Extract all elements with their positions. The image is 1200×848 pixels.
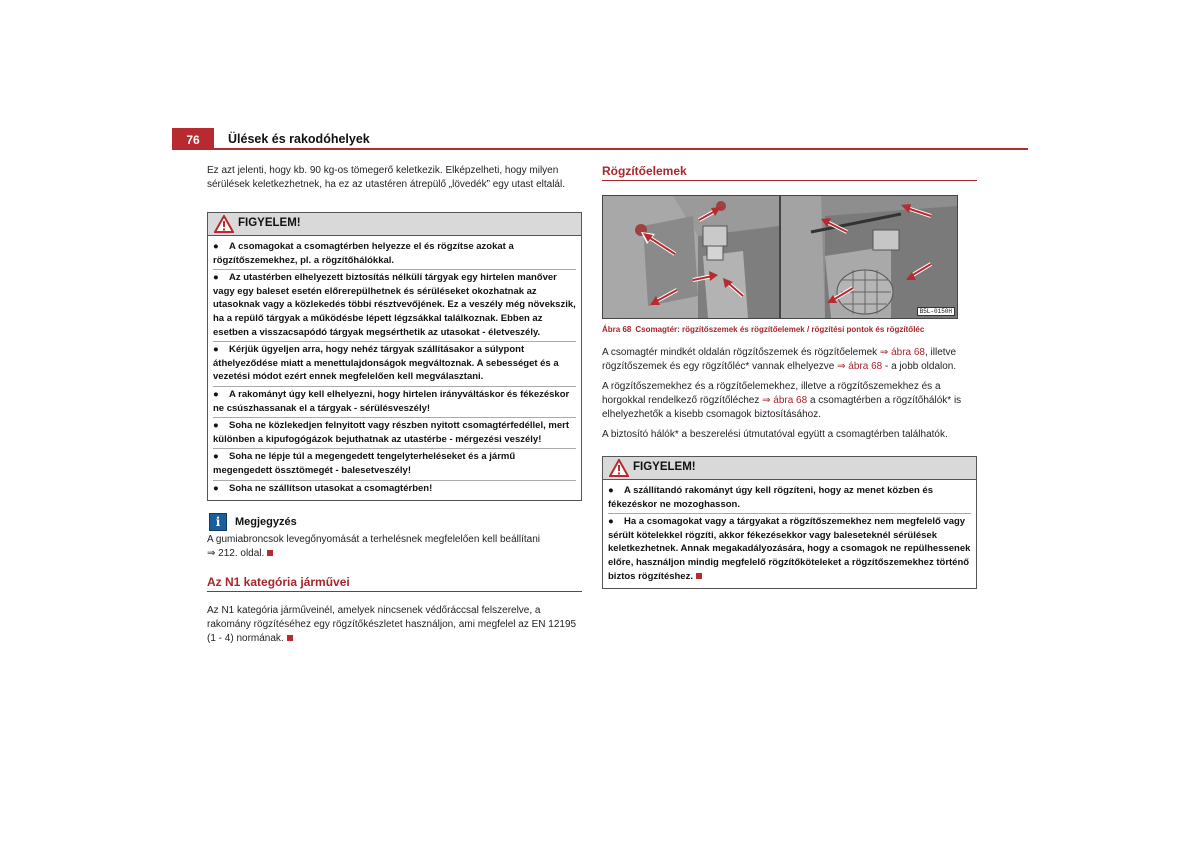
- figure-reference-link[interactable]: ⇒ ábra 68: [837, 361, 883, 372]
- note-text: A gumiabroncsok levegőnyomását a terhelésnek megfelelően kell beállítani ⇒ 212. oldal.: [207, 534, 540, 560]
- warning-item: ● Soha ne szállítson utasokat a csomagtérben!: [213, 482, 433, 494]
- page-number: 76: [172, 128, 214, 150]
- page-title: Ülések és rakodóhelyek: [228, 132, 370, 146]
- note-header: [207, 513, 582, 533]
- figure-caption-text: Csomagtér: rögzítőszemek és rögzítőelemek / rögzítési pontok és rögzítőléc: [635, 325, 925, 334]
- info-icon: i: [209, 513, 227, 531]
- fastening-paragraph-1: A csomagtér mindkét oldalán rögzítőszemek és rögzítőelemek ⇒ ábra 68, illetve rögzítőszemek és egy rögzítőléc* vannak elhelyezve ⇒ ábra 68 - a jobb oldalon.: [602, 347, 957, 372]
- figure-reference-link[interactable]: ⇒ ábra 68: [762, 395, 808, 406]
- end-mark: [287, 635, 293, 641]
- warning-list: [208, 236, 581, 500]
- warning-item: ● A csomagokat a csomagtérben helyezze el és rögzítse azokat a rögzítőszemekhez, pl. a rögzítőhálókkal.: [213, 239, 576, 270]
- figure-caption: [602, 325, 977, 334]
- right-column: [602, 164, 977, 589]
- figure-code: B5L-0150H: [917, 307, 955, 316]
- trunk-photo-left: [602, 195, 780, 319]
- figure-label: Ábra 68: [602, 325, 632, 334]
- warning-triangle-icon: [214, 215, 234, 233]
- left-column: [207, 164, 582, 646]
- warning-item: ● Az utastérben elhelyezett biztosítás nélküli tárgyak egy hirtelen manőver vagy egy baleset esetén előrerepülhetnek és sérüléseket okozhatnak az utasoknak vagy a közlekedés többi résztvevőjének. Ez a veszély még növekszik, ha a repülő tárgyak a működésbe lépett légzsákkal találkoznak. Ebben az esetben a visszacsapódó tárgyak megsérthetik az utasokat - életveszély.: [213, 270, 576, 342]
- note-title: Megjegyzés: [235, 516, 297, 529]
- trunk-photo-right: [780, 195, 958, 319]
- warning-box: [207, 212, 582, 501]
- warning-box: [602, 456, 977, 589]
- warning-header: [208, 213, 581, 236]
- warning-list: [603, 480, 976, 588]
- figure-68: [602, 195, 958, 317]
- section-heading-fastening: Rögzítőelemek: [602, 164, 977, 181]
- figure-reference-link[interactable]: ⇒ ábra 68: [879, 347, 925, 358]
- warning-item: ● A szállítandó rakományt úgy kell rögzíteni, hogy az menet közben és fékezéskor ne mozoghasson.: [608, 483, 971, 514]
- n1-paragraph: Az N1 kategória járműveinél, amelyek nincsenek védőráccsal felszerelve, a rakomány rögzítéséhez egy rögzítőkészletet használjon, ami megfelel az EN 12195 (1 - 4) normának.: [207, 605, 577, 645]
- warning-item: ● Kérjük ügyeljen arra, hogy nehéz tárgyak szállításakor a súlypont áthelyeződése miatt a menettulajdonságok megváltoznak. A sebességet és a vezetési módot ezért ennek megfelelően kell megválasztani.: [213, 342, 576, 387]
- warning-title: FIGYELEM!: [633, 461, 696, 473]
- end-mark: [696, 573, 702, 579]
- end-mark: [267, 550, 273, 556]
- warning-item: ● Soha ne közlekedjen felnyitott vagy részben nyitott csomagtérfedéllel, mert különben a kipufogógázok bejuthatnak az utastérbe - mérgezési veszély!: [213, 418, 576, 449]
- intro-paragraph: Ez azt jelenti, hogy kb. 90 kg-os tömegerő keletkezik. Elképzelheti, hogy milyen sérülések keletkezhetnek, ha ez az utastéren átrepülő „lövedék” egy utast eltalál.: [207, 165, 565, 190]
- header-rule: [214, 148, 1028, 150]
- warning-item: ● Ha a csomagokat vagy a tárgyakat a rögzítőszemekhez nem megfelelő vagy sérült kötelekkel rögzíti, akkor fékezésekkor vagy baleseteknél sérülések keletkezhetnek. Annak megakadályozására, hogy a csomagok ne repülhessenek előre, használjon mindig megfelelő rögzítőköteleket a rögzítőszemekhez történő biztos rögzítéshez.: [608, 516, 971, 582]
- warning-header: [603, 457, 976, 480]
- warning-triangle-icon: [609, 459, 629, 477]
- page-header: [172, 128, 1028, 150]
- warning-title: FIGYELEM!: [238, 217, 301, 229]
- fastening-paragraph-3: A biztosító hálók* a beszerelési útmutatóval együtt a csomagtérben találhatók.: [602, 429, 948, 440]
- fastening-paragraph-2: A rögzítőszemekhez és a rögzítőelemekhez, illetve a rögzítőszemekhez és a horgokkal rendelkező rögzítőléchez ⇒ ábra 68 a csomagtérben a rögzítőhálók* is elhelyezhetők a kisebb csomagok biztosításához.: [602, 381, 962, 420]
- warning-item: ● Soha ne lépje túl a megengedett tengelyterheléseket és a jármű megengedett össztömegét - balesetveszély!: [213, 449, 576, 480]
- warning-item: ● A rakományt úgy kell elhelyezni, hogy hirtelen irányváltáskor és fékezéskor ne csúszhassanak el a tárgyak - sérülésveszély!: [213, 387, 576, 418]
- section-heading-n1: Az N1 kategória járművei: [207, 575, 582, 592]
